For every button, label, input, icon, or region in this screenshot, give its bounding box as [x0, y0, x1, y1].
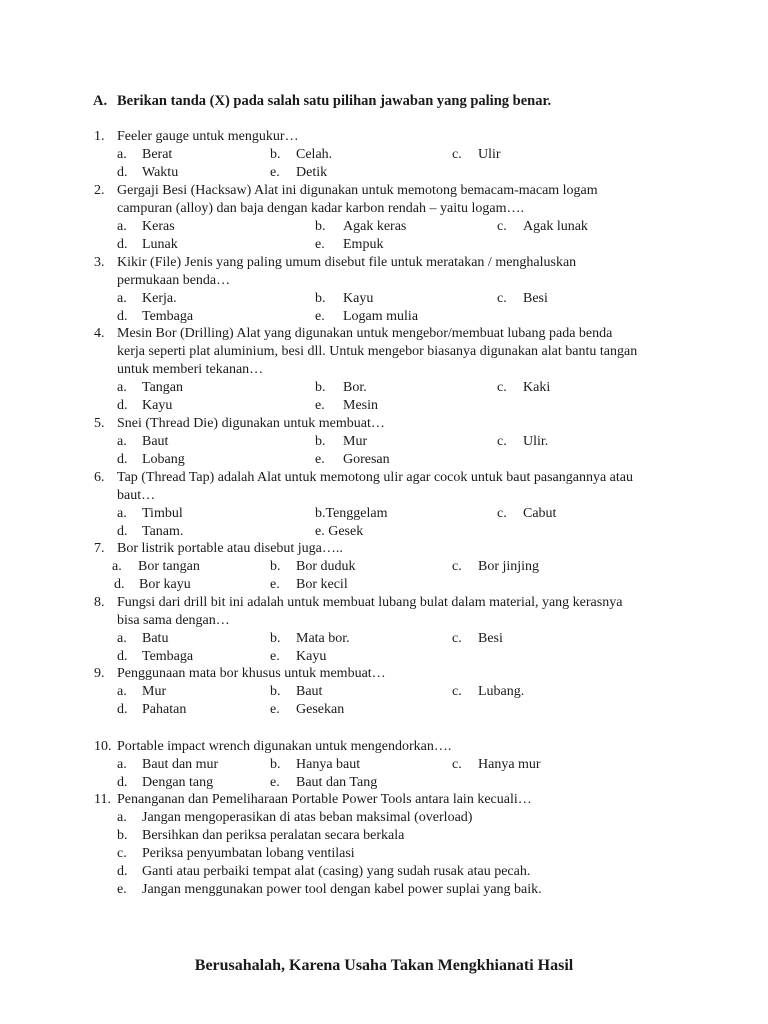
answer-option[interactable] — [497, 505, 556, 523]
option-letter: d. — [117, 452, 128, 467]
question-text: Penggunaan mata bor khusus untuk membuat… — [117, 666, 386, 681]
answer-option[interactable] — [270, 774, 377, 792]
option-letter: a. — [117, 291, 127, 306]
option-text: Lubang. — [478, 684, 525, 699]
answer-option[interactable] — [117, 236, 178, 254]
answer-option[interactable] — [270, 146, 332, 164]
option-letter: c. — [452, 559, 462, 574]
option-text: Ulir — [478, 147, 501, 162]
question-text: kerja seperti plat aluminium, besi dll. Untuk mengebor biasanya digunakan alat bantu tangan — [117, 344, 638, 359]
option-letter: a. — [112, 559, 122, 574]
option-letter: d. — [117, 649, 128, 664]
option-letter: d. — [117, 165, 128, 180]
answer-option[interactable] — [117, 683, 166, 701]
option-text: Bor kayu — [139, 577, 191, 592]
option-letter: b. — [117, 828, 128, 843]
answer-option[interactable] — [117, 863, 530, 881]
answer-option[interactable] — [315, 433, 367, 451]
option-letter: c. — [452, 684, 462, 699]
answer-option[interactable] — [270, 164, 327, 182]
option-letter: d. — [117, 775, 128, 790]
option-text: Baut — [142, 434, 169, 449]
option-letter: b. — [270, 684, 281, 699]
option-text: Timbul — [142, 506, 183, 521]
answer-option[interactable] — [117, 648, 193, 666]
option-text: Gesekan — [296, 702, 345, 717]
option-letter: d. — [117, 702, 128, 717]
option-letter: c. — [452, 757, 462, 772]
question-text: Feeler gauge untuk mengukur… — [117, 129, 299, 144]
question-text: baut… — [117, 488, 156, 503]
answer-option[interactable] — [315, 379, 367, 397]
option-letter: c. — [117, 846, 127, 861]
option-text: Detik — [296, 165, 328, 180]
option-letter: e. — [270, 702, 280, 717]
option-text: Bor duduk — [296, 559, 356, 574]
option-letter: e. — [270, 577, 280, 592]
option-letter: e. — [117, 882, 127, 897]
option-letter: e. — [315, 452, 325, 467]
option-letter: d. — [117, 237, 128, 252]
option-text: Mesin — [343, 398, 378, 413]
option-text: Lunak — [142, 237, 178, 252]
motto-footer: Berusahalah, Karena Usaha Takan Mengkhianati Hasil — [194, 957, 574, 974]
option-letter: d. — [117, 524, 128, 539]
option-text: Hanya mur — [478, 757, 541, 772]
option-text: e. Gesek — [315, 524, 364, 539]
option-text: Periksa penyumbatan lobang ventilasi — [142, 846, 355, 861]
answer-option[interactable] — [315, 523, 363, 541]
option-text: Tembaga — [142, 649, 194, 664]
option-text: Tanam. — [142, 524, 184, 539]
option-text: Baut — [296, 684, 323, 699]
question-number: 11. — [94, 792, 111, 807]
question-number: 8. — [94, 595, 105, 610]
option-text: Tembaga — [142, 309, 194, 324]
option-text: Ulir. — [523, 434, 549, 449]
answer-option[interactable] — [117, 146, 172, 164]
option-letter: a. — [117, 147, 127, 162]
question-number: 6. — [94, 470, 105, 485]
option-letter: b. — [315, 291, 326, 306]
option-letter: d. — [114, 577, 125, 592]
answer-option[interactable] — [452, 683, 524, 701]
option-text: Mata bor. — [296, 631, 350, 646]
option-text: Besi — [523, 291, 548, 306]
question-text: Bor listrik portable atau disebut juga….. — [117, 541, 343, 556]
option-text: Cabut — [523, 506, 557, 521]
option-letter: a. — [117, 506, 127, 521]
option-letter: c. — [452, 147, 462, 162]
option-text: Baut dan mur — [142, 757, 219, 772]
option-letter: a. — [117, 810, 127, 825]
option-text: Logam mulia — [343, 309, 419, 324]
question-text: permukaan benda… — [117, 273, 231, 288]
option-letter: a. — [117, 219, 127, 234]
option-text: Jangan mengoperasikan di atas beban maksimal (overload) — [142, 810, 473, 825]
option-letter: a. — [117, 684, 127, 699]
option-text: Lobang — [142, 452, 185, 467]
option-text: Kerja. — [142, 291, 177, 306]
answer-option[interactable] — [117, 827, 404, 845]
answer-option[interactable] — [497, 218, 588, 236]
option-letter: c. — [497, 291, 507, 306]
option-letter: d. — [117, 864, 128, 879]
option-letter: a. — [117, 380, 127, 395]
option-letter: c. — [497, 380, 507, 395]
option-letter: b. — [270, 631, 281, 646]
answer-option[interactable] — [315, 308, 418, 326]
question-number: 1. — [94, 129, 105, 144]
option-letter: c. — [497, 219, 507, 234]
question-number: 3. — [94, 255, 105, 270]
question-text: Fungsi dari drill bit ini adalah untuk membuat lubang bulat dalam material, yang kerasnya — [117, 595, 623, 610]
option-letter: e. — [315, 309, 325, 324]
answer-option[interactable] — [117, 218, 175, 236]
answer-option[interactable] — [315, 505, 388, 523]
option-letter: b. — [270, 757, 281, 772]
question-text: Tap (Thread Tap) adalah Alat untuk memotong ulir agar cocok untuk baut pasangannya atau — [117, 470, 633, 485]
option-letter: b. — [315, 380, 326, 395]
answer-option[interactable] — [117, 451, 185, 469]
option-text: Kayu — [296, 649, 327, 664]
option-text: Kayu — [142, 398, 173, 413]
option-text: Bor. — [343, 380, 367, 395]
option-letter: d. — [117, 398, 128, 413]
option-letter: e. — [270, 649, 280, 664]
option-text: Keras — [142, 219, 175, 234]
answer-option[interactable] — [270, 701, 344, 719]
answer-option[interactable] — [315, 218, 406, 236]
answer-option[interactable] — [117, 505, 183, 523]
option-text: Berat — [142, 147, 173, 162]
answer-option[interactable] — [112, 558, 200, 576]
question-number: 2. — [94, 183, 105, 198]
option-text: Dengan tang — [142, 775, 214, 790]
answer-option[interactable] — [497, 379, 550, 397]
answer-option[interactable] — [270, 648, 326, 666]
option-letter: c. — [497, 434, 507, 449]
question-text: campuran (alloy) dan baja dengan kadar karbon rendah – yaitu logam…. — [117, 201, 525, 216]
option-letter: c. — [497, 506, 507, 521]
option-letter: b. — [315, 219, 326, 234]
option-text: Baut dan Tang — [296, 775, 378, 790]
answer-option[interactable] — [497, 290, 548, 308]
answer-option[interactable] — [117, 379, 183, 397]
answer-option[interactable] — [114, 576, 191, 594]
question-text: Penanganan dan Pemeliharaan Portable Power Tools antara lain kecuali… — [117, 792, 532, 807]
option-letter: b. — [270, 147, 281, 162]
option-letter: b. — [315, 434, 326, 449]
answer-option[interactable] — [270, 683, 322, 701]
question-number: 10. — [94, 739, 112, 754]
answer-option[interactable] — [117, 774, 213, 792]
option-text: Agak lunak — [523, 219, 588, 234]
option-text: Hanya baut — [296, 757, 361, 772]
answer-option[interactable] — [315, 290, 373, 308]
answer-option[interactable] — [117, 164, 178, 182]
answer-option[interactable] — [315, 236, 383, 254]
question-text: untuk memberi tekanan… — [117, 362, 264, 377]
option-letter: e. — [315, 237, 325, 252]
answer-option[interactable] — [497, 433, 548, 451]
option-text: Pahatan — [142, 702, 187, 717]
option-text: Empuk — [343, 237, 384, 252]
option-letter: a. — [117, 757, 127, 772]
answer-option[interactable] — [117, 397, 172, 415]
question-text: Snei (Thread Die) digunakan untuk membuat… — [117, 416, 385, 431]
option-letter: b. — [270, 559, 281, 574]
answer-option[interactable] — [117, 881, 542, 899]
option-text: Jangan menggunakan power tool dengan kabel power suplai yang baik. — [142, 882, 542, 897]
answer-option[interactable] — [270, 756, 360, 774]
answer-option[interactable] — [270, 630, 350, 648]
option-text: Kayu — [343, 291, 374, 306]
answer-option[interactable] — [270, 558, 356, 576]
option-text: Goresan — [343, 452, 390, 467]
option-text: Bor kecil — [296, 577, 348, 592]
answer-option[interactable] — [117, 523, 183, 541]
option-letter: e. — [270, 165, 280, 180]
option-text: Tangan — [142, 380, 184, 395]
option-text: Kaki — [523, 380, 551, 395]
option-text: Mur — [142, 684, 167, 699]
answer-option[interactable] — [270, 576, 348, 594]
question-text: Gergaji Besi (Hacksaw) Alat ini digunakan untuk memotong bemacam-macam logam — [117, 183, 598, 198]
question-number: 9. — [94, 666, 105, 681]
answer-option[interactable] — [117, 630, 168, 648]
option-letter: e. — [270, 775, 280, 790]
question-text: bisa sama dengan… — [117, 613, 230, 628]
option-letter: e. — [315, 398, 325, 413]
answer-option[interactable] — [452, 558, 539, 576]
option-letter: c. — [452, 631, 462, 646]
option-text: Waktu — [142, 165, 179, 180]
option-text: Bersihkan dan periksa peralatan secara berkala — [142, 828, 405, 843]
answer-option[interactable] — [452, 630, 503, 648]
question-text: Kikir (File) Jenis yang paling umum disebut file untuk meratakan / menghaluskan — [117, 255, 577, 270]
option-text: Besi — [478, 631, 503, 646]
option-text: Mur — [343, 434, 368, 449]
option-text: Celah. — [296, 147, 333, 162]
option-text: Agak keras — [343, 219, 407, 234]
section-instruction: Berikan tanda (X) pada salah satu pilihan jawaban yang paling benar. — [117, 93, 552, 109]
answer-option[interactable] — [117, 756, 218, 774]
option-letter: a. — [117, 631, 127, 646]
answer-option[interactable] — [117, 308, 193, 326]
answer-option[interactable] — [117, 845, 355, 863]
option-letter: d. — [117, 309, 128, 324]
answer-option[interactable] — [117, 433, 168, 451]
answer-option[interactable] — [117, 290, 177, 308]
answer-option[interactable] — [117, 701, 186, 719]
question-number: 5. — [94, 416, 105, 431]
option-text: Batu — [142, 631, 169, 646]
answer-option[interactable] — [452, 756, 541, 774]
question-number: 7. — [94, 541, 105, 556]
question-number: 4. — [94, 326, 105, 341]
option-text: Bor tangan — [138, 559, 200, 574]
option-letter: a. — [117, 434, 127, 449]
option-text: b.Tenggelam — [315, 506, 388, 521]
answer-option[interactable] — [315, 397, 378, 415]
section-heading — [93, 93, 551, 110]
question-text: Mesin Bor (Drilling) Alat yang digunakan untuk mengebor/membuat lubang pada benda — [117, 326, 613, 341]
answer-option[interactable] — [117, 809, 472, 827]
answer-option[interactable] — [315, 451, 390, 469]
answer-option[interactable] — [452, 146, 501, 164]
section-letter: A. — [93, 93, 108, 109]
question-text: Portable impact wrench digunakan untuk mengendorkan…. — [117, 739, 452, 754]
option-text: Ganti atau perbaiki tempat alat (casing) yang sudah rusak atau pecah. — [142, 864, 531, 879]
option-text: Bor jinjing — [478, 559, 540, 574]
